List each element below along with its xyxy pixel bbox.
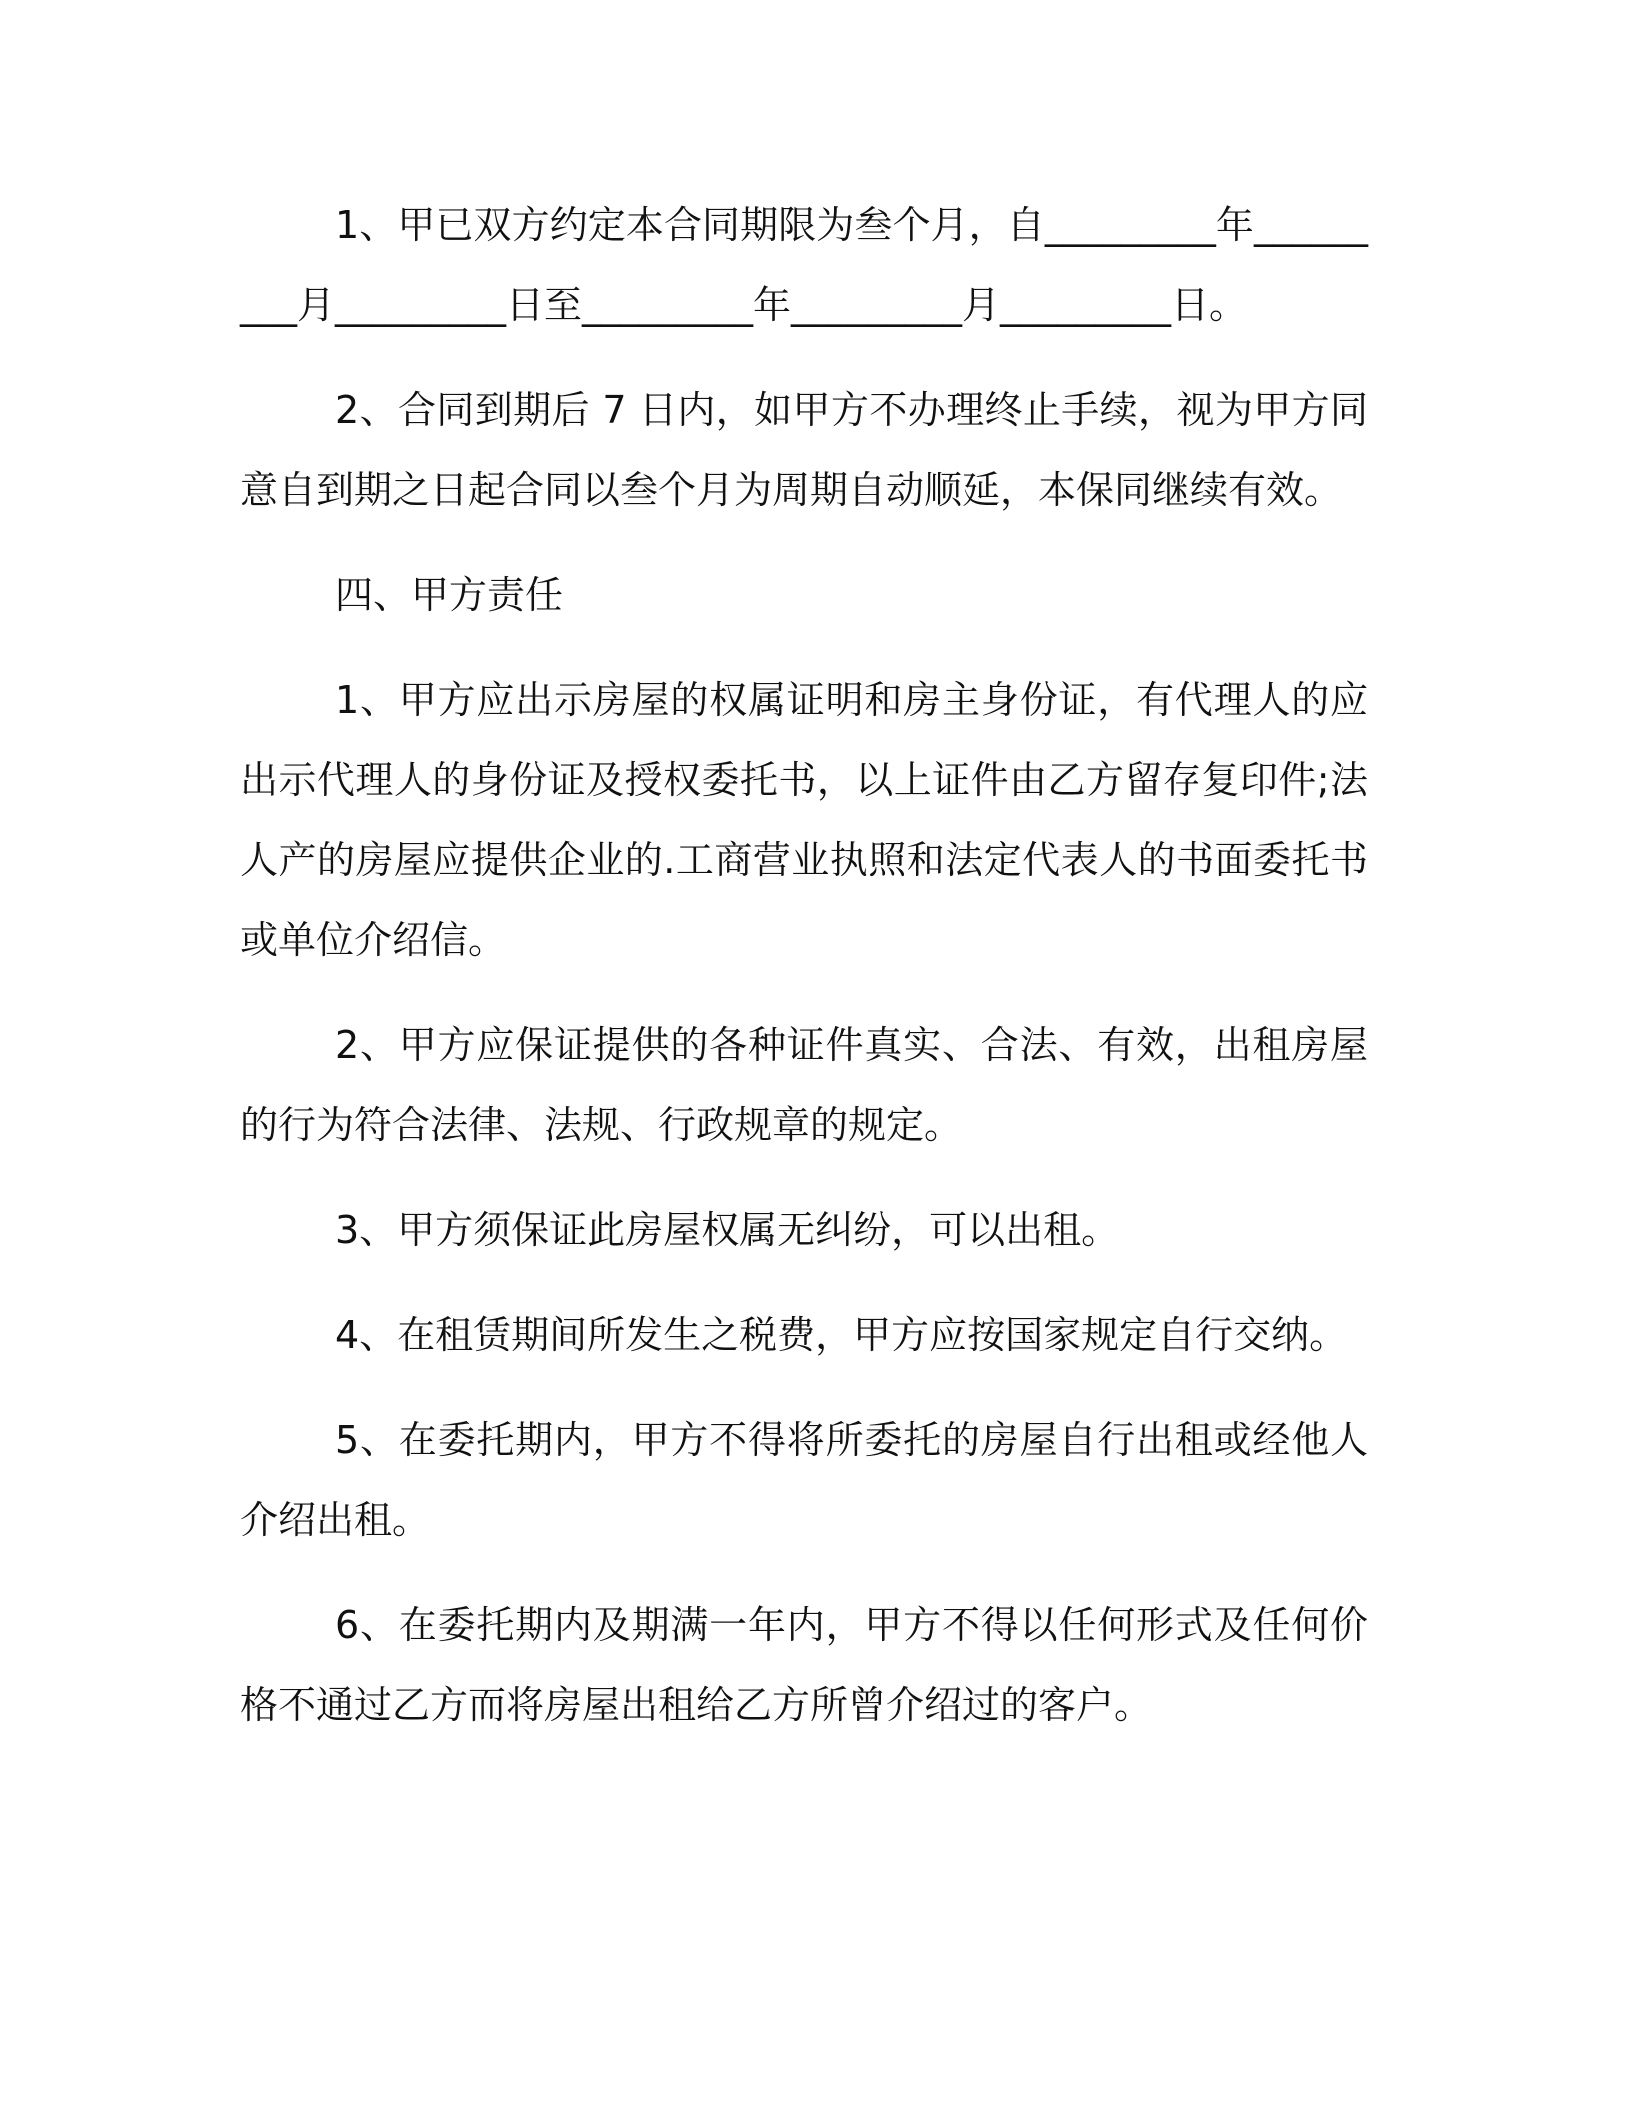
paragraph-duty-3: 3、甲方须保证此房屋权属无纠纷，可以出租。 (335, 1208, 1120, 1252)
paragraph-term-period: 1、甲已双方约定本合同期限为叁个月，自_________年_________月_________日至_________年_________月_________日。 (240, 203, 1368, 327)
paragraph-duty-5: 5、在委托期内，甲方不得将所委托的房屋自行出租或经他人介绍出租。 (240, 1418, 1368, 1542)
section-heading-party-a-duties: 四、甲方责任 (335, 573, 564, 617)
paragraph-duty-4: 4、在租赁期间所发生之税费，甲方应按国家规定自行交纳。 (335, 1313, 1348, 1357)
paragraph-duty-1: 1、甲方应出示房屋的权属证明和房主身份证，有代理人的应出示代理人的身份证及授权委托书，以上证件由乙方留存复印件;法人产的房屋应提供企业的.工商营业执照和法定代表人的书面委托书或单位介绍信。 (240, 678, 1368, 962)
paragraph-duty-6: 6、在委托期内及期满一年内，甲方不得以任何形式及任何价格不通过乙方而将房屋出租给乙方所曾介绍过的客户。 (240, 1603, 1368, 1727)
document-page (240, 185, 1368, 1770)
paragraph-duty-2: 2、甲方应保证提供的各种证件真实、合法、有效，出租房屋的行为符合法律、法规、行政规章的规定。 (240, 1023, 1368, 1147)
paragraph-auto-renewal: 2、合同到期后 7 日内，如甲方不办理终止手续，视为甲方同意自到期之日起合同以叁个月为周期自动顺延，本保同继续有效。 (240, 388, 1368, 512)
